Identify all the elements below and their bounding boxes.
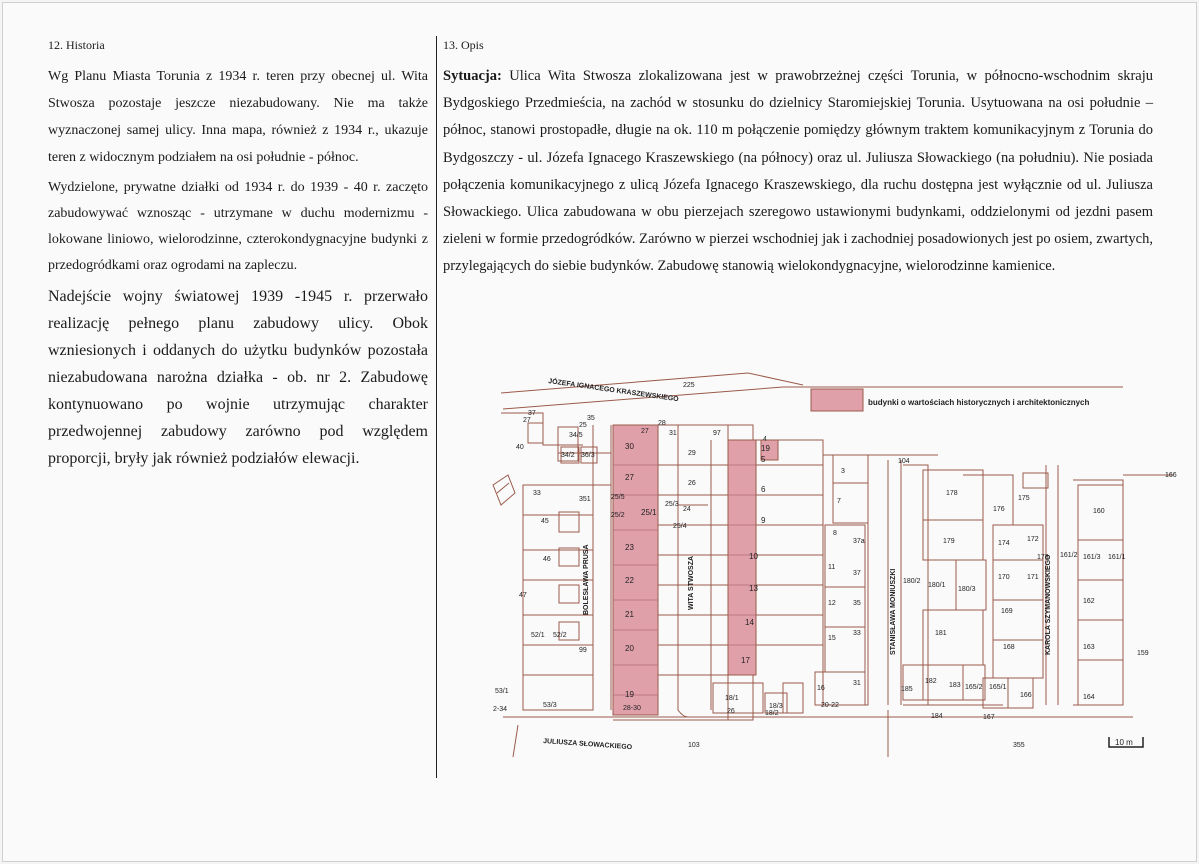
parcel-label: 52/2 [553,632,567,639]
parcel-25-1: 25/1 [641,508,657,517]
parcel-label: 172 [1027,536,1039,543]
parcel-label: 33 [853,630,861,637]
parcel-label: 178 [946,490,958,497]
parcel-label: 27 [641,428,649,435]
parcel-label: 168 [1003,644,1015,651]
parcel-label: 40 [516,444,524,451]
parcel-label: 173 [1037,554,1049,561]
parcel-label: 31 [853,680,861,687]
parcel-label: 161/2 [1060,552,1078,559]
historia-paragraph-2: Wydzielone, prywatne działki od 1934 r. do 1939 - 40 r. zaczęto zabudowywać wznosząc - utrzymane w duchu modernizmu - lokowane liniowo, wielorodzinne, czterokondygnacyjne budynki z przedogródkami oraz ogrodami na zapleczu. [48,180,428,273]
parcel-label: 25/2 [611,512,625,519]
opis-section [443,36,1153,281]
parcel-label: 37 [528,410,536,417]
parcel-label: 176 [993,506,1005,513]
parcel-label: 162 [1083,598,1095,605]
opis-label: Sytuacja: [443,68,502,84]
parcel-label: 97 [713,430,721,437]
parcel-27: 27 [625,473,634,482]
parcel-label: 180/2 [903,578,921,585]
parcel-label: 184 [931,713,943,720]
column-divider [436,36,437,778]
parcel-label: 182 [925,678,937,685]
historia-section [48,36,428,476]
parcel-label: 24 [683,506,691,513]
parcel-20: 20 [625,644,634,653]
parcel-label: 99 [579,647,587,654]
parcel-label: 179 [943,538,955,545]
parcel-label: 12 [828,600,836,607]
parcel-label: 175 [1018,495,1030,502]
parcel-label: 183 [949,682,961,689]
parcel-label: 16 [817,685,825,692]
parcel-13: 13 [749,584,758,593]
parcel-label: 26 [727,708,735,715]
parcel-label: 11 [828,564,836,571]
parcel-label: 4 [763,436,767,443]
parcel-label: 53/1 [495,688,509,695]
parcel-label: 25/3 [665,501,679,508]
parcel-label: 18/3 [769,703,783,710]
parcel-label: 28 [658,420,666,427]
parcel-30: 30 [625,442,634,451]
parcel-17: 17 [741,656,750,665]
opis-paragraph [443,63,1153,281]
parcel-label: 25/5 [611,494,625,501]
parcel-22: 22 [625,576,634,585]
scale-label: 10 m [1115,738,1133,747]
parcel-label: 160 [1093,508,1105,515]
parcel-label: 169 [1001,608,1013,615]
legend-label: budynki o wartościach historycznych i architektonicznych [868,398,1090,407]
parcel-label: 37 [853,570,861,577]
opis-text: Ulica Wita Stwosza zlokalizowana jest w prawobrzeżnej części Torunia, w północno-wschodnim skraju Bydgoskiego Przedmieścia, na zachód w stosunku do dzielnicy Staromiejskiej Torunia. Usytuowana na osi południe – północ, stanowi prostopadłe, długie na ok. 110 m połączenie pomiędzy głównym traktem komunikacyjnym z Torunia do Bydgoszczy - ul. Józefa Ignacego Kraszewskiego (na północy) oraz ul. Juliusza Słowackiego (na południu). Nie posiada połączenia komunikacyjnego z ulicą Józefa Ignacego Kraszewskiego, dla ruchu dostępna jest wyłącznie od ul. Juliusza Słowackiego. Ulica zabudowana w obu pierzejach szeregowo ustawionymi budynkami, oddzielonymi od jezdni pasem zieleni w formie przedogródków. Zarówno w pierzei wschodniej jak i zachodniej posadowionych jest po osiem, zwartych, przylegających do siebie budynków. Zabudowę stanowią wielokondygnacyjne, wielorodzinne kamienice. [443,68,1153,275]
parcel-label: 37a [853,538,865,545]
parcel-5: 5 [761,455,766,464]
parcel-label: 104 [898,458,910,465]
parcel-label: 36/3 [581,452,595,459]
parcel-label: 31 [669,430,677,437]
street-prusa: BOLESŁAWA PRUSA [583,544,590,615]
parcel-label: 26 [688,480,696,487]
historic-row-west [613,425,658,715]
parcel-9: 9 [761,516,766,525]
street-stwosza: WITA STWOSZA [688,555,695,610]
parcel-label: 34/5 [569,432,583,439]
parcel-label: 7 [837,498,841,505]
parcel-label: 34/2 [561,452,575,459]
parcel-label: 355 [1013,742,1025,749]
parcel-label: 163 [1083,644,1095,651]
parcel-label: 161/1 [1108,554,1126,561]
parcel-label: 47 [519,592,527,599]
parcel-label: 180/3 [958,586,976,593]
historia-paragraph-3: Nadejście wojny światowej 1939 -1945 r. przerwało realizację pełnego planu zabudowy ulicy. Obok wzniesionych i oddanych do użytku budynków pozostała niezabudowana narożna działka - ob. nr 2. Zabudowę kontynuowano po wojnie utrzymując charakter przedwojennej zabudowy zarówno pod względem proporcji, bryły jak również podziałów elewacji. [48,288,428,467]
parcel-label: 170 [998,574,1010,581]
parcel-label: 18/1 [725,695,739,702]
scale-bar [1109,737,1143,747]
parcel-label: 35 [853,600,861,607]
parcel-label: 52/1 [531,632,545,639]
opis-heading: 13. Opis [443,38,484,52]
parcel-label: 15 [828,635,836,642]
parcel-label: 33 [533,490,541,497]
parcel-label: 164 [1083,694,1095,701]
historia-paragraph-1: Wg Planu Miasta Torunia z 1934 r. teren przy obecnej ul. Wita Stwosza pozostaje jeszcze niezabudowany. Nie ma także wyznaczonej samej ulicy. Inna mapa, również z 1934 r., ukazuje teren z widocznym podziałem na osi południe - północ. [48,69,428,165]
parcel-28-30: 28-30 [623,705,641,712]
parcel-label: 29 [688,450,696,457]
parcel-6: 6 [761,485,766,494]
parcel-21: 21 [625,610,634,619]
street-moniuszki: STANISŁAWA MONIUSZKI [890,568,897,655]
parcel-label: 25 [579,422,587,429]
parcel-23: 23 [625,543,634,552]
parcel-label: 45 [541,518,549,525]
parcel-label: 225 [683,382,695,389]
parcel-label: 18/2 [765,710,779,717]
parcel-label: 171 [1027,574,1039,581]
parcel-label: 103 [688,742,700,749]
parcel-label: 46 [543,556,551,563]
parcel-label: 3 [841,468,845,475]
parcel-label: 35 [587,415,595,422]
parcel-10: 10 [749,552,758,561]
parcel-label: 27 [523,417,531,424]
site-plan-map [483,365,1183,765]
parcel-label: 8 [833,530,837,537]
parcel-label: 351 [579,496,591,503]
parcel-label: 165/2 [965,684,983,691]
parcel-label: 166 [1020,692,1032,699]
legend-swatch [811,389,863,411]
parcel-label: 159 [1137,650,1149,657]
historic-buildings [613,425,778,715]
parcel-label: 181 [935,630,947,637]
parcel-19: 19 [625,690,634,699]
parcel-label: 180/1 [928,582,946,589]
street-kraszewskiego: JÓZEFA IGNACEGO KRASZEWSKIEGO [547,378,680,404]
parcel-label: 174 [998,540,1010,547]
parcel-label: 185 [901,686,913,693]
parcel-label: 166 [1165,472,1177,479]
historia-heading: 12. Historia [48,38,105,52]
street-szymanowskiego: KAROLA SZYMANOWSKIEGO [1045,554,1052,655]
street-slowackiego: JULIUSZA SŁOWACKIEGO [542,738,633,752]
parcel-label: 53/3 [543,702,557,709]
parcel-19-east: 19 [761,444,770,453]
parcel-label: 165/1 [989,684,1007,691]
parcel-label: 20-22 [821,702,839,709]
parcel-label: 161/3 [1083,554,1101,561]
parcel-label: 167 [983,714,995,721]
parcel-label: 25/4 [673,523,687,530]
parcel-14: 14 [745,618,754,627]
parcel-label: 2-34 [493,706,508,713]
site-plan-svg [483,365,1183,765]
